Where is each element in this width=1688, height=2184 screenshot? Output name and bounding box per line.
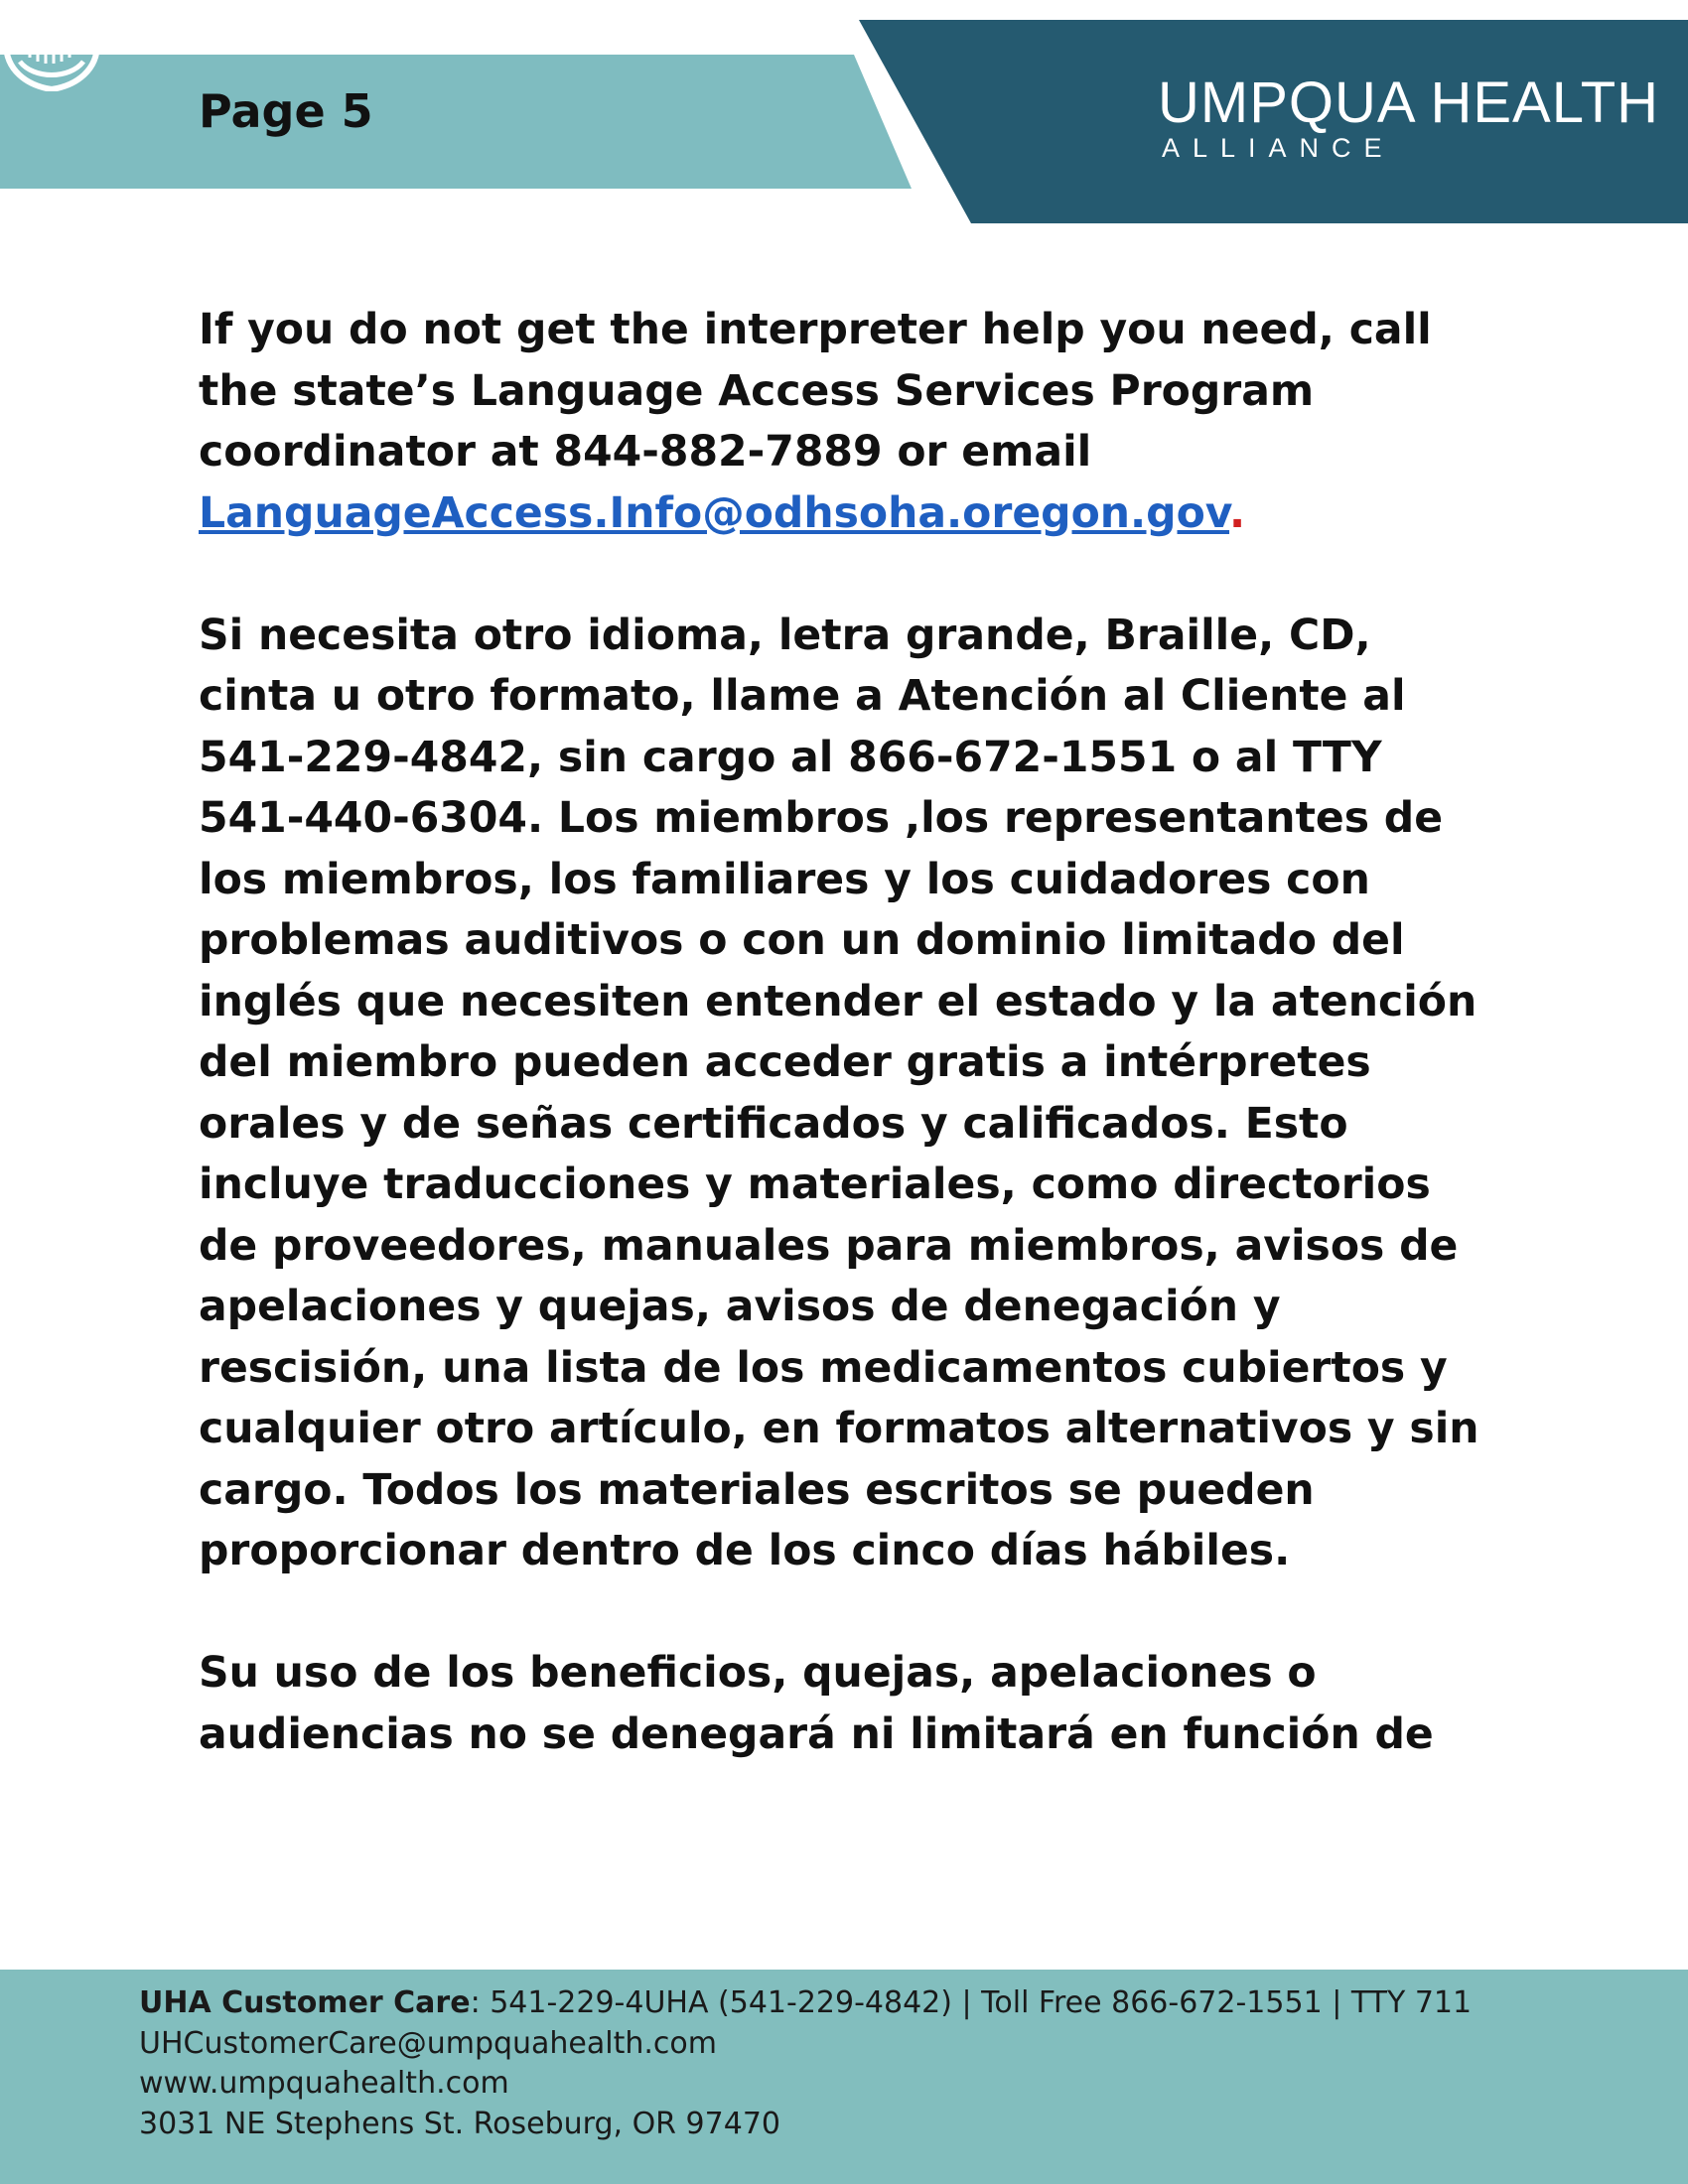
paragraph-spanish-benefits: Su uso de los beneficios, quejas, apelaciones o audiencias no se denegará ni limitará en función de (199, 1649, 1434, 1759)
logo-wordmark: UMPQUA HEALTH (1158, 70, 1660, 135)
light-teal-band (0, 55, 912, 189)
customer-care-label: UHA Customer Care (139, 1985, 471, 2020)
footer-website[interactable]: www.umpquahealth.com (139, 2066, 509, 2101)
paragraph-spanish-services: Si necesita otro idioma, letra grande, Braille, CD, cinta u otro formato, llame a Atención al Cliente al 541-229-4842, sin cargo al 866-672-1551 o al TTY 541-440-6304. Los miembros ,los representantes de los miembros, los familiares y los cuidadores con problemas auditivos o con un dominio limitado del inglés que necesiten entender el estado y la atención del miembro pueden acceder gratis a intérpretes orales y de señas certificados y calificados. Esto incluye traducciones y materiales, como directorios de proveedores, manuales para miembros, avisos de apelaciones y quejas, avisos de denegación y rescisión, una lista de los medicamentos cubiertos y cualquier otro artículo, en formatos alternativos y sin cargo. Todos los materiales escritos se pueden proporcionar dentro de los cinco días hábiles. (199, 611, 1479, 1575)
customer-care-phones: : 541-229-4UHA (541-229-4842) | Toll Free 866-672-1551 | TTY 711 (470, 1985, 1473, 2020)
footer-email[interactable]: UHCustomerCare@umpquahealth.com (139, 2025, 717, 2061)
page-header (0, 0, 1688, 228)
red-period: . (1229, 488, 1246, 538)
language-access-email-link[interactable]: LanguageAccess.Info@odhsoha.oregon.gov (199, 488, 1230, 538)
footer-customer-care-line (139, 1983, 1472, 2024)
paragraph-interpreter-help (199, 300, 1499, 544)
page-label: Page 5 (199, 84, 373, 138)
footer-address: 3031 NE Stephens St. Roseburg, OR 97470 (139, 2106, 780, 2141)
document-body (199, 300, 1499, 1827)
logo-subtitle: ALLIANCE (1162, 133, 1395, 163)
paragraph-interpreter-text: If you do not get the interpreter help you need, call the state’s Language Access Services Program coordinator at 844-882-7889 or email (199, 306, 1432, 477)
footer-contact-block (139, 1983, 1472, 2144)
umpqua-shield-logo-icon (0, 0, 103, 91)
page-footer (0, 1970, 1688, 2184)
